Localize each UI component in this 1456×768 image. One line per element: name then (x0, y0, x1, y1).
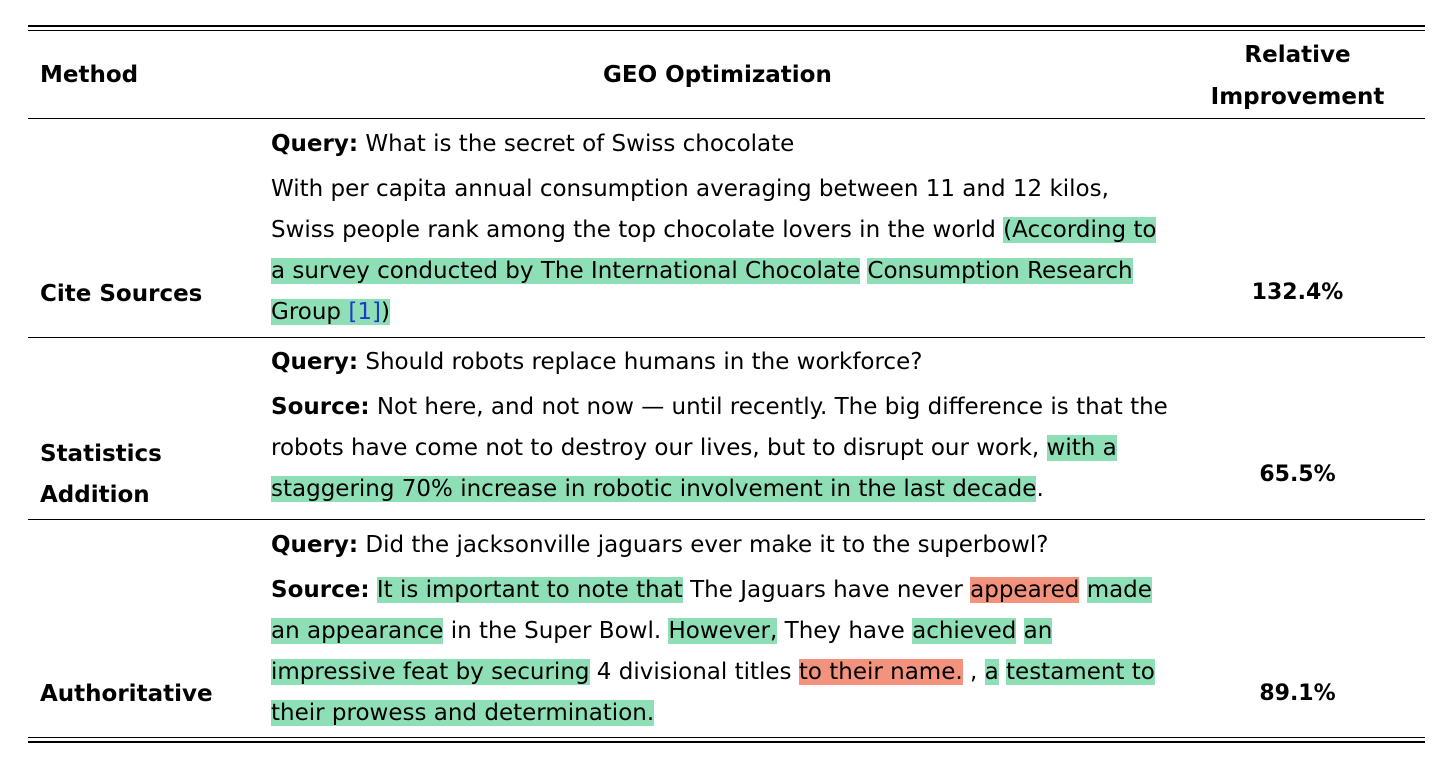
query-line (271, 342, 1171, 383)
bottom-rule-inner (28, 737, 1425, 738)
added-text-part: ) (380, 299, 390, 325)
header-method: Method (40, 62, 139, 88)
query-text: Did the jacksonville jaguars ever make it to the superbowl? (365, 532, 1049, 558)
source-text: , (962, 659, 985, 685)
method-line2: Addition (40, 482, 150, 508)
added-text: made an appearance (271, 577, 1152, 644)
source-label: Source: (271, 394, 370, 420)
added-text: It is important to note that (376, 577, 683, 603)
source-paragraph (271, 570, 1171, 734)
row-cite-sources-improvement: 132.4% (1251, 280, 1344, 305)
added-text: with a staggering 70% increase in robotic involvement in the last decade (271, 435, 1117, 502)
citation-link[interactable]: [1] (348, 299, 381, 325)
removed-text: appeared (970, 577, 1080, 603)
query-text: Should robots replace humans in the workforce? (365, 349, 923, 375)
source-text: in the Super Bowl. (443, 618, 669, 644)
source-paragraph (271, 169, 1171, 333)
row-cite-sources-method: Cite Sources (40, 281, 203, 307)
source-text: Not here, and not now — until recently. The big difference is that the robots have come not to destroy our lives, but to disrupt our work, (271, 394, 1168, 461)
top-rule-outer (28, 25, 1425, 27)
header-improvement-line2: Improvement (1210, 84, 1385, 110)
source-text: They have (777, 618, 913, 644)
row-statistics-addition-improvement: 65.5% (1259, 462, 1336, 487)
query-text: What is the secret of Swiss chocolate (365, 131, 795, 157)
added-text: testament to their prowess and determination. (271, 659, 1155, 726)
query-label: Query: (271, 131, 359, 157)
header-relative-improvement (1170, 34, 1425, 118)
row-rule (28, 337, 1425, 338)
row-cite-sources-content (271, 124, 1171, 333)
row-statistics-addition-content (271, 342, 1171, 510)
method-line1: Statistics (40, 441, 162, 467)
added-text: achieved (912, 618, 1017, 644)
query-line (271, 525, 1171, 566)
query-line (271, 124, 1171, 165)
source-text: . (1036, 476, 1044, 502)
header-geo-optimization: GEO Optimization (603, 62, 832, 88)
row-statistics-addition-method (40, 434, 162, 516)
added-text: (According to a survey conducted by The International Chocolate (271, 217, 1157, 284)
query-label: Query: (271, 349, 359, 375)
row-rule (28, 519, 1425, 520)
row-authoritative-method: Authoritative (40, 681, 213, 707)
row-authoritative-improvement: 89.1% (1259, 681, 1336, 706)
header-improvement-line1: Relative (1244, 42, 1351, 68)
added-text: a (984, 659, 999, 685)
added-text: However, (668, 618, 778, 644)
query-label: Query: (271, 532, 359, 558)
source-text: With per capita annual consumption averaging between 11 and 12 kilos, Swiss people rank among the top chocolate lovers in the world (271, 176, 1109, 243)
added-text: an impressive feat by securing (271, 618, 1053, 685)
source-label: Source: (271, 577, 370, 603)
added-text-part: Consumption Research Group (271, 258, 1133, 325)
bottom-rule-outer (28, 741, 1425, 743)
removed-text: to their name. (798, 659, 963, 685)
source-text: 4 divisional titles (589, 659, 799, 685)
header-rule (28, 118, 1425, 119)
top-rule-inner (28, 30, 1425, 31)
row-authoritative-content (271, 525, 1171, 734)
source-paragraph (271, 387, 1171, 510)
source-text: The Jaguars have never (682, 577, 971, 603)
